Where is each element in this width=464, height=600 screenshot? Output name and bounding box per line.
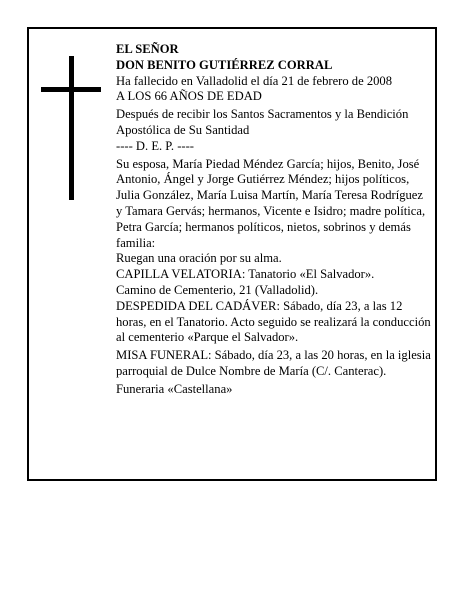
cross-icon <box>41 56 101 200</box>
prayer-request: Ruegan una oración por su alma. <box>116 251 282 266</box>
funeral-home: Funeraria «Castellana» <box>116 381 233 396</box>
death-statement: Ha fallecido en Valladolid el día 21 de febrero de 2008 <box>116 73 393 88</box>
funeral-mass-info: MISA FUNERAL: Sábado, día 23, a las 20 horas, en la iglesia parroquial de Dulce Nombre de María (C/. Canterac). <box>116 348 431 378</box>
rip-line: ---- D. E. P. ---- <box>116 138 194 153</box>
cross-horizontal-bar <box>41 87 101 92</box>
family-list: Su esposa, María Piedad Méndez García; hijos, Benito, José Antonio, Ángel y Jorge Gutiérrez Méndez; hijos políticos, Julia González, María Luisa Martín, María Teresa Rodríguez y Tamara Gervás; hermanos, Vicente e Isidro; madre política, Petra García; hermanos políticos, nietos, sobrinos y demás familia: <box>116 156 426 250</box>
farewell-info: DESPEDIDA DEL CADÁVER: Sábado, día 23, a las 12 horas, en el Tanatorio. Acto seguido se realizará la conducción al cementerio «Parque el Salvador». <box>116 298 431 345</box>
title-line-1: EL SEÑOR <box>116 42 179 56</box>
sacraments-statement: Después de recibir los Santos Sacramentos y la Bendición Apostólica de Su Santidad <box>116 107 409 137</box>
cross-vertical-bar <box>69 56 74 200</box>
deceased-name: DON BENITO GUTIÉRREZ CORRAL <box>116 57 333 72</box>
chapel-info: CAPILLA VELATORIA: Tanatorio «El Salvador». <box>116 267 375 282</box>
chapel-address: Camino de Cementerio, 21 (Valladolid). <box>116 282 319 297</box>
notice-text <box>116 42 432 398</box>
obituary-notice <box>27 27 437 481</box>
age-statement: A LOS 66 AÑOS DE EDAD <box>116 89 262 104</box>
